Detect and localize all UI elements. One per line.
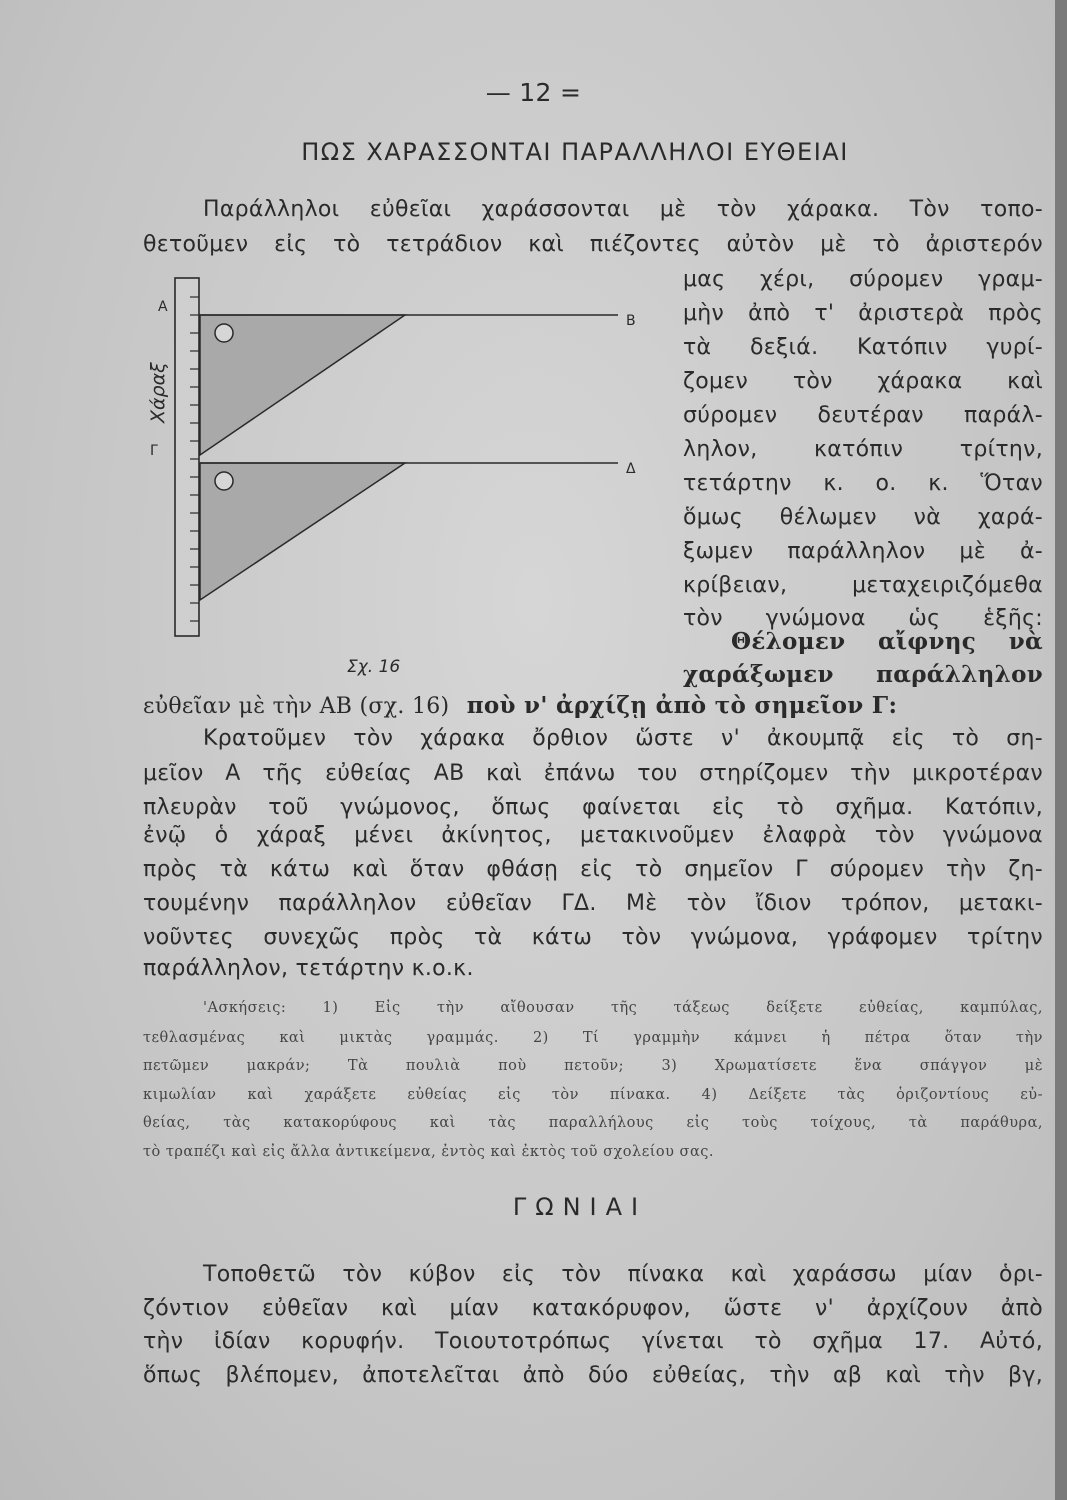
exercise-line-5: θείας, τὰς κατακορύφους καὶ τὰς παραλλήλους εἰς τοὺς τοίχους, τὰ παράθυρα,: [143, 1115, 1043, 1131]
label-A: Α: [158, 299, 168, 315]
bold-full-line-pre: εὐθεῖαν μὲ τὴν ΑΒ (σχ. 16): [143, 694, 450, 719]
side-line-7: τετάρτην κ. ο. κ. Ὅταν: [683, 471, 1043, 496]
body-line-4: ἐνῷ ὁ χάραξ μένει ἀκίνητος, μετακινοῦμεν ἐλαφρὰ τὸν γνώμονα: [143, 823, 1043, 848]
section-line-1: Τοποθετῶ τὸν κύβον εἰς τὸν πίνακα καὶ χαράσσω μίαν ὁρι-: [203, 1262, 1043, 1287]
body-line-7: νοῦντες συνεχῶς πρὸς τὰ κάτω τὸν γνώμονα, γράφομεν τρίτην: [143, 925, 1043, 950]
page-title: ΠΩΣ ΧΑΡΑΣΣΟΝΤΑΙ ΠΑΡΑΛΛΗΛΟΙ ΕΥΘΕΙΑΙ: [301, 138, 849, 166]
side-line-4: ζομεν τὸν χάρακα καὶ: [683, 369, 1043, 394]
exercise-line-3: πετῶμεν μακράν; Τὰ πουλιὰ ποὺ πετοῦν; 3) Χρωματίσετε ἕνα σπάγγον μὲ: [143, 1058, 1043, 1074]
body-line-5: πρὸς τὰ κάτω καὶ ὅταν φθάσῃ εἰς τὸ σημεῖον Γ σύρομεν τὴν ζη-: [143, 857, 1043, 882]
ruler: [175, 278, 199, 636]
page-edge-shadow: [1055, 0, 1067, 1500]
exercise-line-2: τεθλασμένας καὶ μικτὰς γραμμάς. 2) Τί γραμμὴν κάμνει ἡ πέτρα ὅταν τὴν: [143, 1030, 1043, 1046]
body-line-8: παράλληλον, τετάρτην κ.ο.κ.: [143, 956, 474, 981]
ruler-word: Χάραξ: [147, 362, 169, 423]
intro-line-2: θετοῦμεν εἰς τὸ τετράδιον καὶ πιέζοντες αὐτὸν μὲ τὸ ἀριστερόν: [143, 232, 1043, 257]
label-D: Δ: [626, 461, 636, 477]
figure-16: [140, 275, 680, 695]
section-line-4: ὅπως βλέπομεν, ἀποτελεῖται ἀπὸ δύο εὐθείας, τὴν αβ καὶ τὴν βγ,: [143, 1363, 1043, 1388]
bold-full-line: [143, 692, 1043, 719]
bold-full-line-post: ποὺ ν' ἀρχίζῃ ἀπὸ τὸ σημεῖον Γ:: [466, 692, 898, 719]
body-line-6: τουμένην παράλληλον εὐθεῖαν ΓΔ. Μὲ τὸν ἴδιον τρόπον, μετακι-: [143, 891, 1043, 916]
section-line-2: ζόντιον εὐθεῖαν καὶ μίαν κατακόρυφον, ὥστε ν' ἀρχίζουν ἀπὸ: [143, 1296, 1043, 1321]
intro-line-1: Παράλληλοι εὐθεῖαι χαράσσονται μὲ τὸν χάρακα. Τὸν τοπο-: [203, 197, 1043, 222]
exercise-line-1: 'Ασκήσεις: 1) Εἰς τὴν αἴθουσαν τῆς τάξεως δείξετε εὐθείας, καμπύλας,: [203, 1000, 1043, 1016]
body-line-1: Κρατοῦμεν τὸν χάρακα ὄρθιον ὥστε ν' ἀκουμπᾷ εἰς τὸ ση-: [203, 726, 1043, 751]
set-square-hole-lower: [215, 472, 233, 490]
side-line-8: ὅμως θέλωμεν νὰ χαρά-: [683, 505, 1043, 530]
body-line-2: μεῖον Α τῆς εὐθείας ΑΒ καὶ ἐπάνω του στηρίζομεν τὴν μικροτέραν: [143, 761, 1043, 786]
side-line-6: ληλον, κατόπιν τρίτην,: [683, 437, 1043, 462]
side-line-10: κρίβειαν, μεταχειριζόμεθα: [683, 573, 1043, 598]
side-line-3: τὰ δεξιά. Κατόπιν γυρί-: [683, 335, 1043, 360]
page-number: — 12 =: [485, 78, 582, 107]
body-line-3: πλευρὰν τοῦ γνώμονος, ὅπως φαίνεται εἰς τὸ σχῆμα. Κατόπιν,: [143, 795, 1043, 820]
exercise-line-6: τὸ τραπέζι καὶ εἰς ἄλλα ἀντικείμενα, ἐντὸς καὶ ἐκτὸς τοῦ σχολείου σας.: [143, 1144, 714, 1160]
side-line-11: τὸν γνώμονα ὡς ἑξῆς:: [683, 606, 1043, 631]
label-G: Γ: [150, 443, 158, 459]
side-line-9: ξωμεν παράλληλον μὲ ἀ-: [683, 539, 1043, 564]
bold-side-line-2: χαράξωμεν παράλληλον: [683, 661, 1043, 688]
side-line-2: μὴν ἀπὸ τ' ἀριστερὰ πρὸς: [683, 301, 1043, 326]
side-line-5: σύρομεν δευτέραν παράλ-: [683, 403, 1043, 428]
set-square-hole-upper: [215, 324, 233, 342]
section-line-3: τὴν ἰδίαν κορυφήν. Τοιουτοτρόπως γίνεται τὸ σχῆμα 17. Αὐτό,: [143, 1329, 1043, 1354]
figure-caption: Σχ. 16: [347, 657, 401, 677]
label-B: Β: [626, 313, 636, 329]
exercise-line-4: κιμωλίαν καὶ χαράξετε εὐθείας εἰς τὸν πίνακα. 4) Δείξετε τὰς ὁριζοντίους εὐ-: [143, 1087, 1043, 1103]
section-title: ΓΩΝΙΑΙ: [512, 1193, 648, 1221]
side-line-1: μας χέρι, σύρομεν γραμ-: [683, 267, 1043, 292]
bold-side-line-1: Θέλομεν αἴφνης νὰ: [731, 628, 1043, 655]
